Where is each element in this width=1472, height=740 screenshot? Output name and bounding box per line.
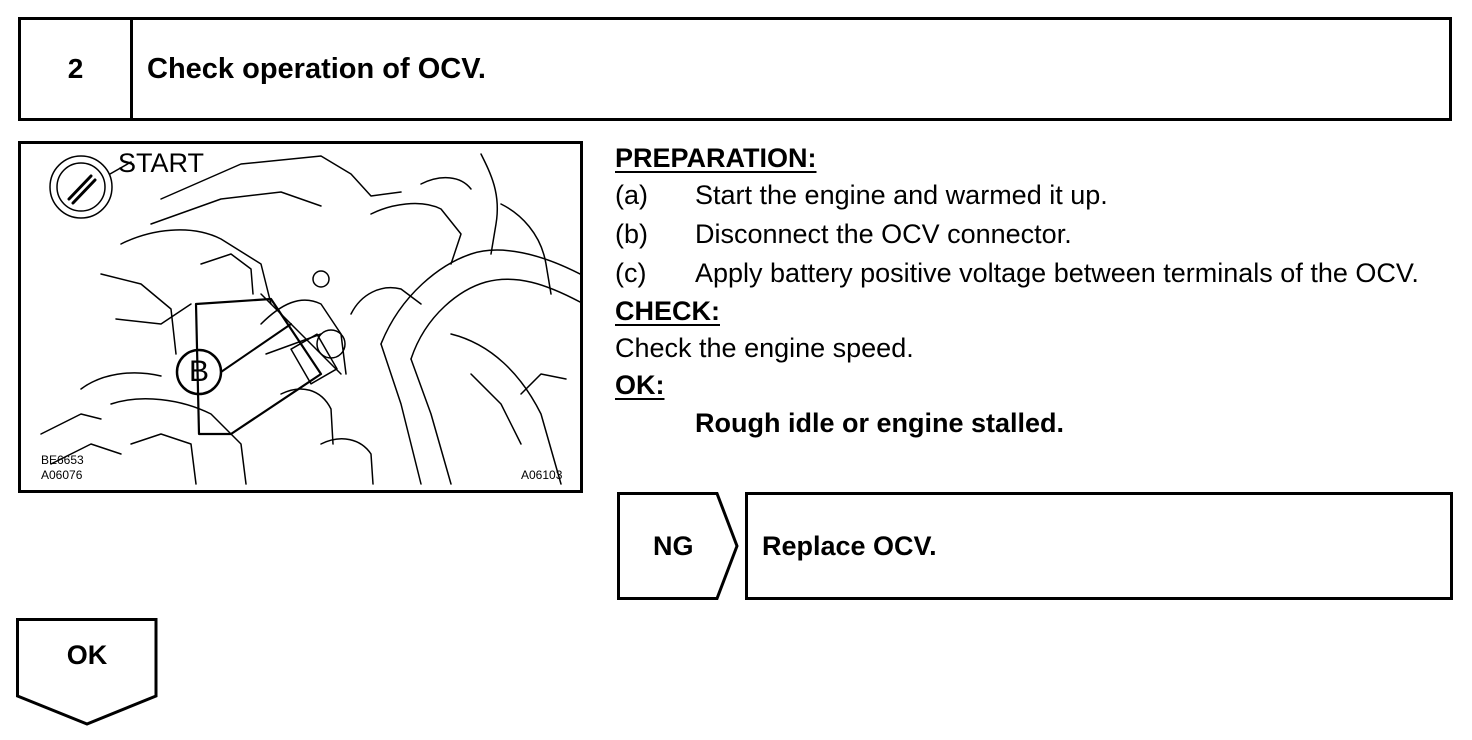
engine-drawing — [21, 144, 580, 490]
step-number: 2 — [21, 20, 133, 118]
ng-label: NG — [653, 530, 694, 561]
prep-step-a-letter: (a) — [615, 180, 648, 210]
prep-step-c-text: Apply battery positive voltage between terminals of the OCV. — [695, 258, 1419, 288]
ng-branch — [617, 492, 1459, 604]
prep-step-b-text: Disconnect the OCV connector. — [695, 219, 1072, 249]
step-header — [18, 17, 1452, 121]
check-heading: CHECK: — [615, 296, 720, 326]
start-label: START — [118, 148, 205, 178]
step-title: Check operation of OCV. — [147, 52, 486, 85]
prep-step-c — [615, 254, 1460, 293]
prep-step-a-text: Start the engine and warmed it up. — [695, 180, 1108, 210]
ok-label: OK — [66, 640, 108, 670]
ng-action-box — [745, 492, 1453, 600]
ok-branch — [16, 618, 160, 728]
ok-criteria: Rough idle or engine stalled. — [695, 408, 1065, 438]
preparation-heading: PREPARATION: — [615, 143, 817, 173]
prep-step-a — [615, 176, 1460, 215]
prep-step-c-letter: (c) — [615, 258, 647, 288]
procedure-text — [615, 140, 1460, 443]
engine-illustration — [18, 141, 583, 493]
ok-arrow-shape — [16, 618, 160, 728]
prep-step-b — [615, 215, 1460, 254]
figure-code-3: A06103 — [521, 468, 563, 482]
ok-heading: OK: — [615, 370, 665, 400]
prep-step-b-letter: (b) — [615, 219, 648, 249]
callout-b-label: B — [188, 355, 209, 388]
ng-action-text: Replace OCV. — [762, 530, 937, 561]
figure-code-1: BE6653 — [41, 453, 84, 467]
figure-code-2: A06076 — [41, 468, 83, 482]
check-text: Check the engine speed. — [615, 333, 914, 363]
